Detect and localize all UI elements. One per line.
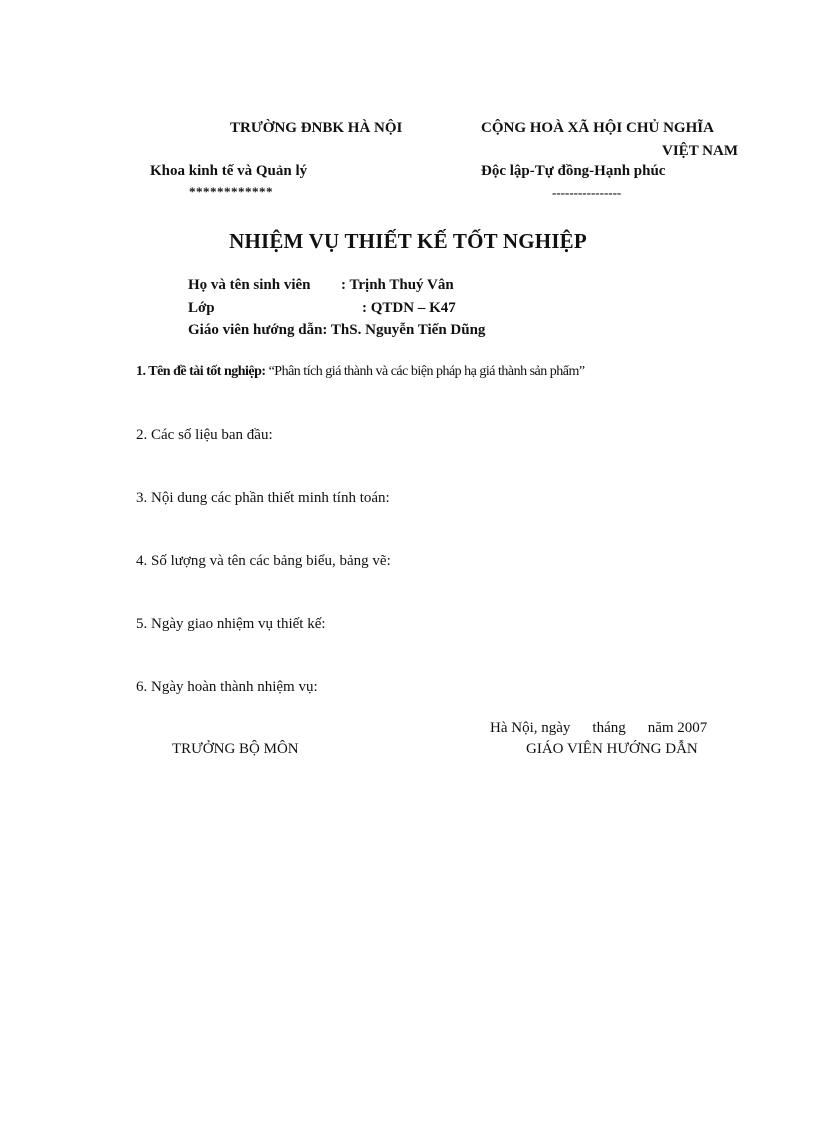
date-year: năm 2007 [647, 720, 708, 736]
topic-value: “Phân tích giá thành và các biện pháp hạ giá thành sản phẩm” [268, 364, 585, 379]
advisor-value: ThS. Nguyễn Tiến Dũng [330, 322, 486, 338]
faculty-name: Khoa kinh tế và Quản lý [150, 163, 308, 179]
student-label: Họ và tên sinh viên [188, 277, 311, 293]
date-place: Hà Nội, ngày [490, 720, 571, 736]
advisor-label: Giáo viên hướng dẫn: [188, 322, 328, 338]
date-line [490, 720, 707, 737]
document-title: NHIỆM VỤ THIẾT KẾ TỐT NGHIỆP [229, 229, 587, 253]
school-name: TRƯỜNG ĐNBK HÀ NỘI [230, 120, 403, 136]
motto: Độc lập-Tự đồng-Hạnh phúc [481, 163, 666, 179]
class-label: Lớp [188, 300, 215, 316]
topic-label: 1. Tên đề tài tốt nghiệp: [136, 364, 266, 379]
left-divider: ************ [189, 184, 273, 199]
section-content: 3. Nội dung các phần thiết minh tính toán: [136, 490, 390, 506]
section-topic [136, 364, 585, 380]
nation-title-line1: CỘNG HOÀ XÃ HỘI CHỦ NGHĨA [481, 120, 714, 136]
section-initial-data: 2. Các số liệu ban đầu: [136, 427, 273, 443]
date-month: tháng [592, 720, 626, 736]
class-row [188, 300, 456, 317]
student-value: : Trịnh Thuý Vân [341, 277, 454, 293]
right-divider: ---------------- [552, 185, 622, 200]
nation-title-line2: VIỆT NAM [662, 143, 738, 159]
signature-advisor: GIÁO VIÊN HƯỚNG DẪN [526, 741, 698, 757]
class-value: : QTDN – K47 [362, 300, 456, 316]
section-assign-date: 5. Ngày giao nhiệm vụ thiết kế: [136, 616, 326, 632]
section-complete-date: 6. Ngày hoàn thành nhiệm vụ: [136, 679, 318, 695]
student-row [188, 277, 454, 294]
advisor-row [188, 322, 485, 339]
section-tables-drawings: 4. Số lượng và tên các bảng biểu, bảng vẽ: [136, 553, 391, 569]
signature-head-of-department: TRƯỞNG BỘ MÔN [172, 741, 299, 757]
